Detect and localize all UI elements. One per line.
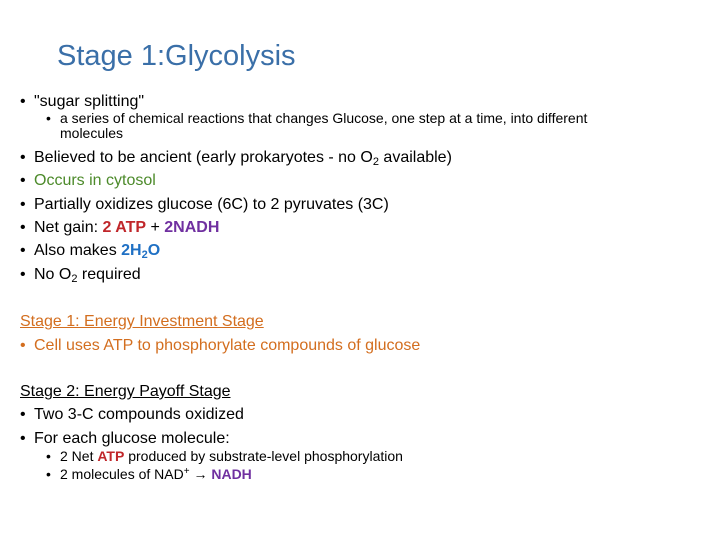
stage2-detail2 <box>46 467 252 482</box>
fact-cytosol <box>20 171 156 191</box>
detail2-prefix: 2 molecules of NAD <box>60 466 184 482</box>
net-gain-prefix: Net gain: <box>34 219 103 236</box>
stage2-point2 <box>20 429 230 449</box>
no-o2-suffix: required <box>77 266 141 283</box>
also-h2o-sub: 2 <box>141 249 148 261</box>
bullet: • <box>46 448 51 464</box>
detail2-sup: + <box>183 466 190 477</box>
stage2-detail1 <box>46 449 403 464</box>
intro-line <box>20 92 144 112</box>
fact-oxidizes-text: Partially oxidizes glucose (6C) to 2 pyruvates (3C) <box>34 196 389 213</box>
bullet: • <box>20 172 26 189</box>
intro-detail <box>46 111 587 126</box>
stage1-point <box>20 336 420 356</box>
detail1-prefix: 2 Net <box>60 448 98 464</box>
stage1-point-text: Cell uses ATP to phosphorylate compounds of glucose <box>34 337 421 354</box>
detail1-atp: ATP <box>97 448 125 464</box>
fact-ancient-after: available) <box>378 149 452 166</box>
slide-title: Stage 1:Glycolysis <box>57 40 296 72</box>
stage2-point1-text: Two 3-C compounds oxidized <box>34 406 244 423</box>
bullet: • <box>20 266 26 283</box>
bullet: • <box>20 196 26 213</box>
bullet: • <box>20 149 26 166</box>
also-prefix: Also makes <box>34 242 122 259</box>
bullet: • <box>46 110 51 126</box>
detail2-nadh: NADH <box>211 466 252 482</box>
stage2-point2-text: For each glucose molecule: <box>34 430 230 447</box>
stage2-point1 <box>20 405 244 425</box>
fact-ancient-sub: 2 <box>372 156 379 168</box>
bullet: • <box>20 430 26 447</box>
intro-detail-cont: molecules <box>60 125 124 141</box>
stage1-heading: Stage 1: Energy Investment Stage <box>20 313 264 330</box>
fact-no-o2 <box>20 265 141 285</box>
fact-ancient-text: Believed to be ancient (early prokaryotes - no O <box>34 149 373 166</box>
bullet: • <box>20 93 26 110</box>
bullet: • <box>20 406 26 423</box>
net-gain-nadh: 2NADH <box>164 219 220 236</box>
stage2-heading: Stage 2: Energy Payoff Stage <box>20 383 231 400</box>
also-h2o-b: O <box>147 242 161 259</box>
fact-cytosol-text: Occurs in cytosol <box>34 172 156 189</box>
no-o2-sub: 2 <box>71 273 78 285</box>
intro-label: "sugar splitting" <box>34 93 145 110</box>
fact-oxidizes <box>20 195 389 215</box>
no-o2-prefix: No O <box>34 266 72 283</box>
net-gain-atp: 2 ATP <box>102 219 147 236</box>
bullet: • <box>20 337 26 354</box>
fact-ancient <box>20 148 452 168</box>
detail1-suffix: produced by substrate-level phosphorylation <box>124 448 403 464</box>
also-h2o-a: 2H <box>121 242 142 259</box>
bullet: • <box>20 242 26 259</box>
fact-net-gain <box>20 218 219 238</box>
bullet: • <box>46 466 51 482</box>
intro-detail-line1: a series of chemical reactions that changes Glucose, one step at a time, into different <box>60 110 588 126</box>
bullet: • <box>20 219 26 236</box>
arrow-icon: → <box>193 466 208 482</box>
net-gain-plus: + <box>146 219 165 236</box>
fact-also-makes <box>20 241 160 261</box>
